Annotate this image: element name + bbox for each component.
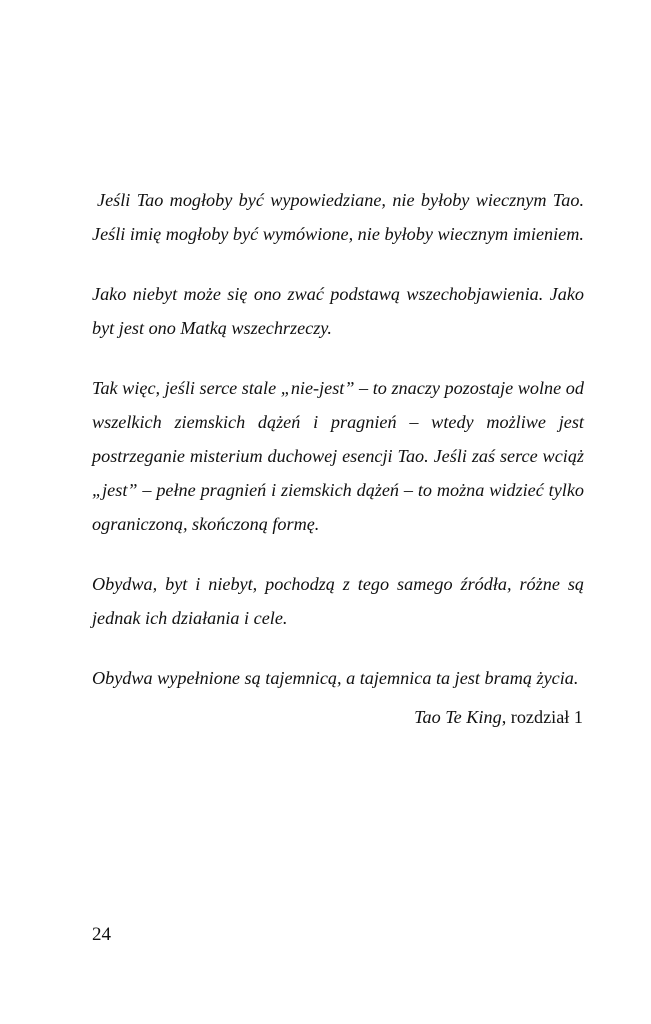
attribution-work-title: Tao Te King — [414, 707, 502, 727]
paragraph-4: Obydwa, byt i niebyt, pochodzą z tego samego źródła, różne są jednak ich działania i cele. — [92, 574, 584, 628]
attribution — [414, 702, 583, 732]
quote-text-block — [92, 183, 584, 721]
page-number: 24 — [92, 924, 111, 945]
paragraph-1: Jeśli Tao mogłoby być wypowiedziane, nie byłoby wiecznym Tao. Jeśli imię mogłoby być wymówione, nie byłoby wiecznym imieniem. — [92, 190, 584, 244]
paragraph-5: Obydwa wypełnione są tajemnicą, a tajemnica ta jest bramą życia. — [92, 668, 579, 688]
paragraph-3: Tak więc, jeśli serce stale „nie-jest” – to znaczy pozostaje wolne od wszelkich ziemskich dążeń i pragnień – wtedy możliwe jest postrzeganie misterium duchowej esencji Tao. Jeśli zaś serce wciąż „jest” – pełne pragnień i ziemskich dążeń – to można widzieć tylko ograniczoną, skończoną formę. — [92, 378, 584, 534]
paragraph-2: Jako niebyt może się ono zwać podstawą wszechobjawienia. Jako byt jest ono Matką wszechrzeczy. — [92, 284, 584, 338]
attribution-chapter: , rozdział 1 — [501, 707, 583, 727]
